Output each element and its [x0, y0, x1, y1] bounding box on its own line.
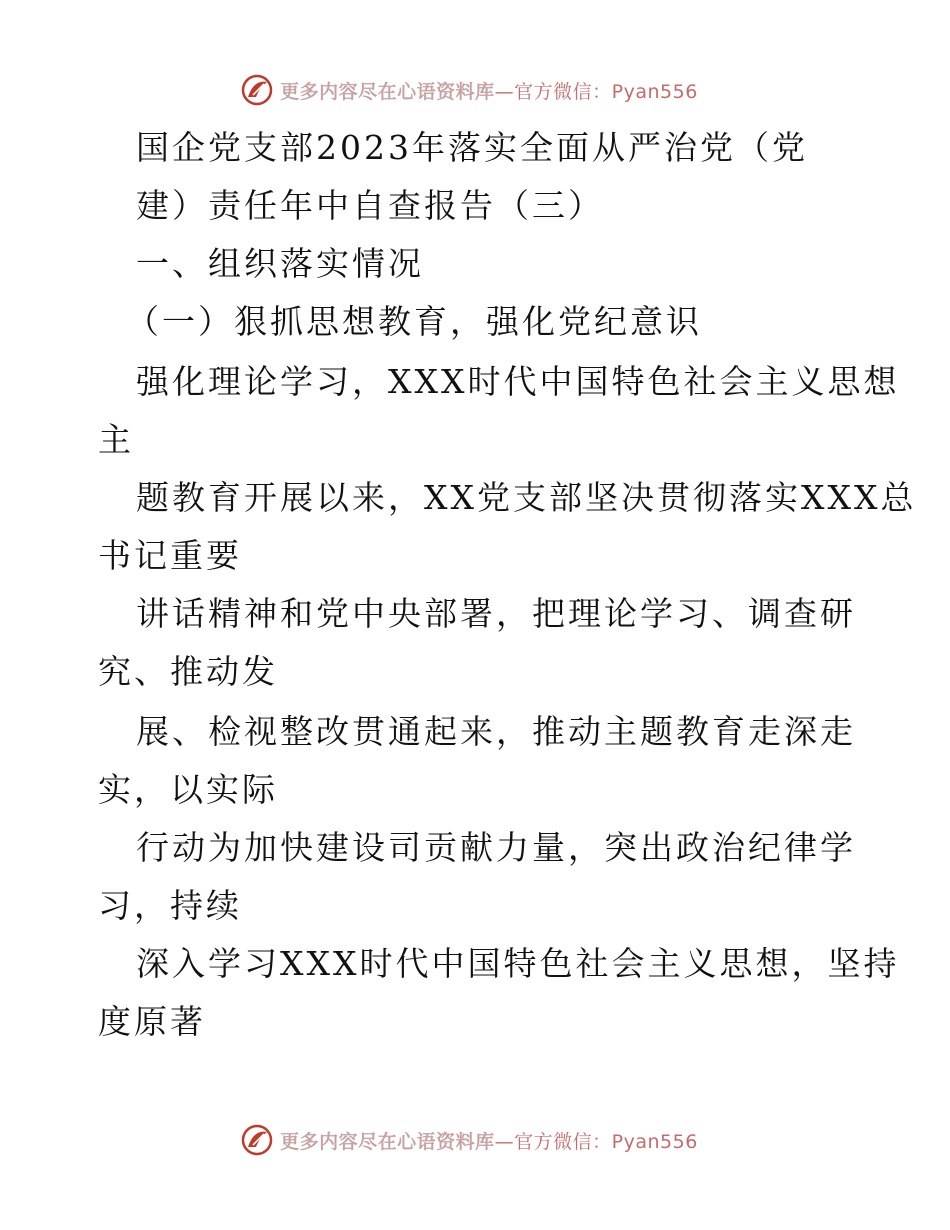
paragraph-line: 行动为加快建设司贡献力量，突出政治纪律学 — [136, 828, 856, 867]
header-banner — [0, 70, 950, 110]
paragraph-line: 讲话精神和党中央部署，把理论学习、调查研 — [136, 594, 856, 633]
brand-logo-icon — [240, 1123, 274, 1157]
header-banner-inner — [240, 73, 698, 107]
paragraph-line: 主 — [98, 420, 134, 459]
document-title-line-2: 建）责任年中自查报告（三） — [136, 186, 604, 225]
brand-logo-icon — [240, 73, 274, 107]
paragraph-line: 究、推动发 — [98, 652, 278, 691]
footer-banner-text — [280, 1127, 698, 1154]
footer-banner-tail: —官方微信：Pyan556 — [494, 1130, 698, 1153]
header-banner-text — [280, 77, 698, 104]
paragraph-line: 实，以实际 — [98, 770, 278, 809]
paragraph-line: 强化理论学习，XXX时代中国特色社会主义思想 — [136, 362, 900, 401]
subsection-heading: （一）狠抓思想教育，强化党纪意识 — [126, 302, 702, 341]
header-banner-lead: 更多内容尽在心语资料库 — [280, 80, 495, 103]
footer-banner — [0, 1120, 950, 1160]
paragraph-line: 度原著 — [98, 1002, 206, 1041]
header-banner-tail: —官方微信：Pyan556 — [494, 80, 698, 103]
paragraph-line: 深入学习XXX时代中国特色社会主义思想，坚持 — [136, 944, 900, 983]
paragraph-line: 书记重要 — [98, 536, 242, 575]
paragraph-line: 题教育开展以来，XX党支部坚决贯彻落实XXX总 — [136, 478, 917, 517]
paragraph-line: 习，持续 — [98, 886, 242, 925]
footer-banner-inner — [240, 1123, 698, 1157]
section-heading: 一、组织落实情况 — [136, 244, 424, 283]
paragraph-line: 展、检视整改贯通起来，推动主题教育走深走 — [136, 712, 856, 751]
document-title-line-1: 国企党支部2023年落实全面从严治党（党 — [136, 128, 808, 167]
footer-banner-lead: 更多内容尽在心语资料库 — [280, 1130, 495, 1153]
